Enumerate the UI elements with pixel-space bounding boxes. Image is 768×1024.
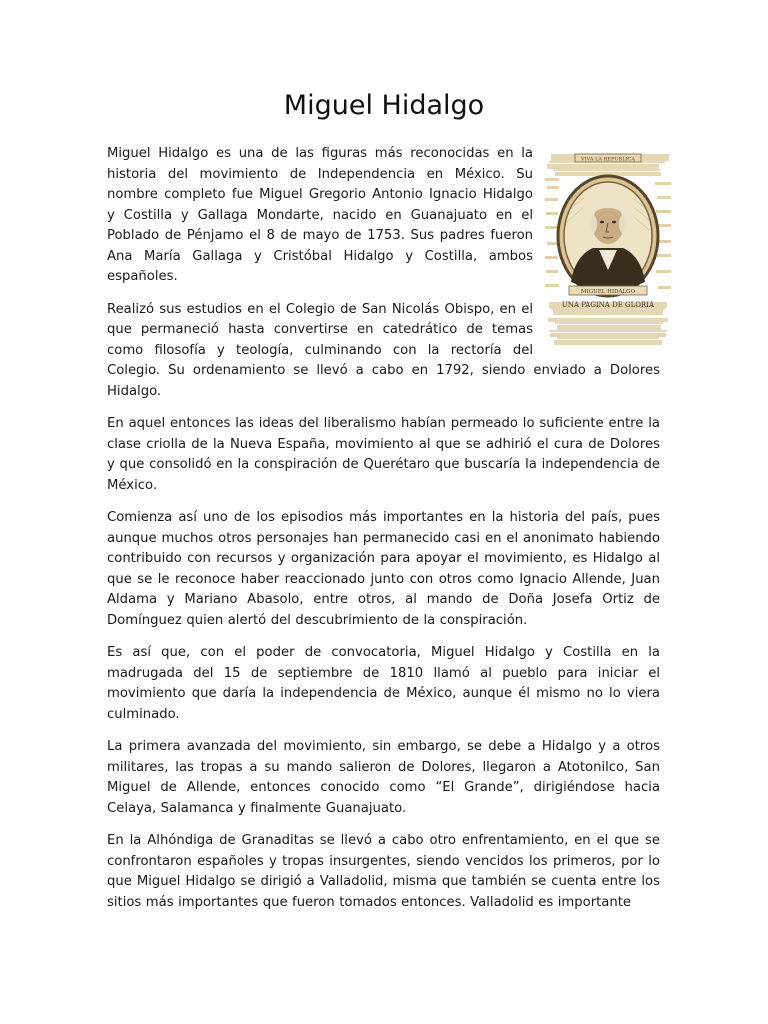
portrait-top-banner: VIVA LA REPUBLICA: [581, 156, 635, 163]
paragraph-2: Realizó sus estudios en el Colegio de San Nicolás Obispo, en el que permaneció hasta convertirse en catedrático de temas como filosofía y teología, culminando con la rectoría del Colegio. Su ordenamiento se llevó a cabo en 1792, siendo enviado a Dolores Hidalgo.: [107, 301, 660, 399]
paragraph-6: La primera avanzada del movimiento, sin embargo, se debe a Hidalgo y a otros militares, las tropas a su mando salieron de Dolores, llegaron a Atotonilco, San Miguel de Allende, entonces conocido como “El Grande”, dirigiéndose hacia Celaya, Salamanca y finalmente Guanajuato.: [107, 739, 660, 816]
page-title: Miguel Hidalgo: [283, 90, 485, 121]
paragraph-5: Es así que, con el poder de convocatoria, Miguel Hidalgo y Costilla en la madrugada del 15 de septiembre de 1810 llamó al pueblo para iniciar el movimiento que daría la independencia de México, aunque él mismo no lo viera culminado.: [107, 645, 660, 722]
paragraph-3: En aquel entonces las ideas del liberalismo habían permeado lo suficiente entre la clase criolla de la Nueva España, movimiento al que se adhirió el cura de Dolores y que consolidó en la conspiración de Querétaro que buscaría la independencia de México.: [107, 416, 660, 493]
document-body: [107, 144, 660, 913]
portrait-caption: UNA PAGINA DE GLORIA: [561, 301, 655, 309]
hidalgo-portrait-illustration: [545, 152, 671, 348]
portrait-engraving-image: [545, 152, 671, 348]
paragraph-4: Comienza así uno de los episodios más importantes en la historia del país, pues aunque muchos otros personajes han permanecido casi en el anonimato habiendo contribuido con recursos y organización para apoyar el movimiento, es Hidalgo al que se le reconoce haber reaccionado junto con otros como Ignacio Allende, Juan Aldama y Mariano Abasolo, entre otros, al mando de Doña Josefa Ortiz de Domínguez quien alertó del descubrimiento de la conspiración.: [107, 510, 660, 628]
paragraph-1: Miguel Hidalgo es una de las figuras más reconocidas en la historia del movimiento de Independencia en México. Su nombre completo fue Miguel Gregorio Antonio Ignacio Hidalgo y Costilla y Gallaga Mondarte, nacido en Guanajuato en el Poblado de Pénjamo el 8 de mayo de 1753. Sus padres fueron Ana María Gallaga y Cristóbal Hidalgo y Costilla, ambos españoles.: [107, 146, 533, 284]
paragraph-7: En la Alhóndiga de Granaditas se llevó a cabo otro enfrentamiento, en el que se confrontaron españoles y tropas insurgentes, siendo vencidos los primeros, por lo que Miguel Hidalgo se dirigió a Valladolid, misma que también se cuenta entre los sitios más importantes que fueron tomados entonces. Valladolid es importante: [107, 833, 660, 910]
portrait-ribbon-text: MIGUEL HIDALGO: [580, 289, 636, 295]
